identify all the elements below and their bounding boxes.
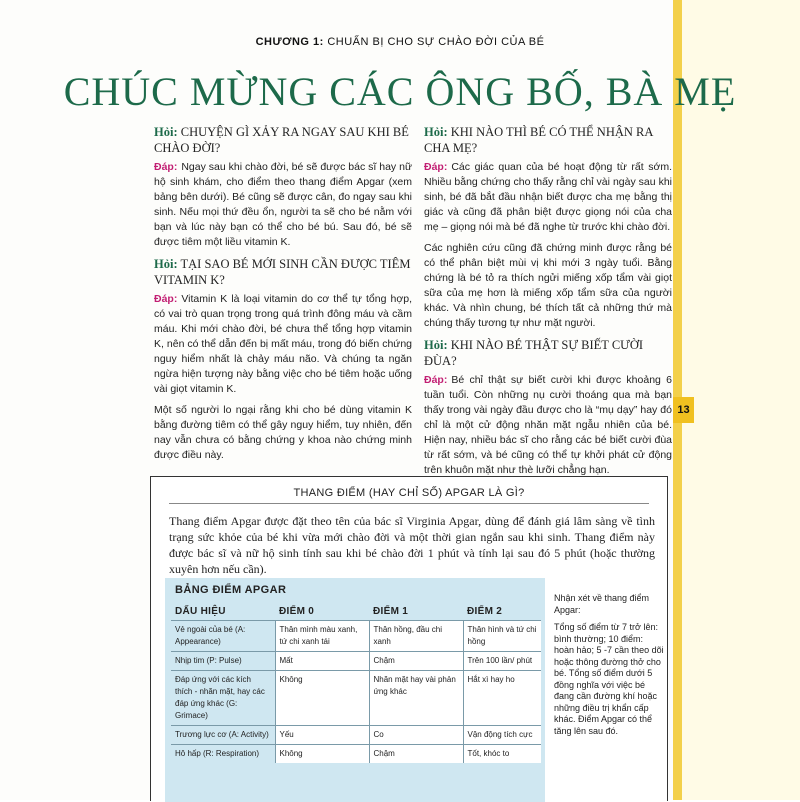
note-text: Tổng số điểm từ 7 trở lên: bình thường; 10 điểm: hoàn hảo; 5 -7 cần theo dõi hoặc thông đường thở cho bé. Tổng số điểm dưới 5 đồng nghĩa với việc bé đang cần đường khí hoặc những điều trị khẩn cấp khác. Điểm Apgar có thể tăng lên sau đó. — [554, 622, 664, 736]
chapter-prefix: CHƯƠNG 1: — [255, 36, 324, 48]
table-cell: Thân mình màu xanh, tứ chi xanh tái — [275, 621, 369, 652]
question-4 — [424, 337, 672, 369]
table-cell: Vẻ ngoài của bé (A: Appearance) — [171, 621, 275, 652]
left-column — [154, 124, 412, 469]
answer-4 — [424, 373, 672, 478]
box-intro: Thang điểm Apgar được đặt theo tên của bác sĩ Virginia Apgar, dùng để đánh giá lâm sàng về tình trạng sức khỏe của bé khi vừa mới chào đời và một thời gian ngắn sau khi sinh. Thang điểm này được bác sĩ và nữ hộ sinh tính sau khi bé chào đời 1 phút và tính lại sau đó 5 phút (hoặc thường xuyên hơn nếu cần). — [169, 514, 655, 576]
column-header: ĐIỂM 0 — [275, 604, 369, 621]
answer-label: Đáp: — [424, 161, 448, 173]
answer-label: Đáp: — [154, 293, 178, 305]
column-header: DẤU HIỆU — [171, 604, 275, 621]
apgar-table — [171, 604, 541, 763]
table-row — [171, 621, 541, 652]
question-text: KHI NÀO THÌ BÉ CÓ THỂ NHẬN RA CHA MẸ? — [424, 125, 653, 155]
answer-3 — [424, 160, 672, 235]
answer-text: Bé chỉ thật sự biết cười khi được khoảng 6 tuần tuổi. Còn những nụ cười thoáng qua mà bạn thấy trong vài ngày đầu được cho là “mụ dạy” hay đó chỉ là một cử động nhăn mặt ngẫu nhiên của bé. Hiện nay, nhiều bác sĩ cho rằng các bé biết cười đùa từ rất sớm, và bé cũng có thể tự khởi phát cử động trên khuôn mặt như thè lưỡi chẳng hạn. — [424, 374, 672, 476]
question-text: CHUYỆN GÌ XẢY RA NGAY SAU KHI BÉ CHÀO ĐỜI? — [154, 125, 409, 155]
table-row — [171, 726, 541, 745]
table-cell: Hắt xì hay ho — [463, 671, 541, 726]
answer-label: Đáp: — [424, 374, 448, 386]
table-header-row — [171, 604, 541, 621]
question-text: TẠI SAO BÉ MỚI SINH CẦN ĐƯỢC TIÊM VITAMIN K? — [154, 257, 411, 287]
answer-1 — [154, 160, 412, 250]
table-title: BẢNG ĐIỂM APGAR — [175, 584, 287, 596]
chapter-header — [0, 36, 800, 48]
page-title: CHÚC MỪNG CÁC ÔNG BỐ, BÀ MẸ — [63, 69, 737, 114]
column-header: ĐIỂM 1 — [369, 604, 463, 621]
answer-text: Ngay sau khi chào đời, bé sẽ được bác sĩ hay nữ hộ sinh khám, cho điểm theo thang điểm Apgar (xem bảng bên dưới). Bé cũng sẽ được cân, đo ngay sau khi sinh. Nếu mọi thứ đều ổn, người ta sẽ cho bé nằm với bạn và lúc này bạn có thể cho bé bú. Sau đó, bé sẽ được tiêm một liều vitamin K. — [154, 161, 412, 248]
note-title: Nhận xét về thang điểm Apgar: — [554, 593, 650, 615]
table-cell: Tốt, khóc to — [463, 745, 541, 764]
apgar-note — [554, 593, 664, 737]
table-cell: Không — [275, 745, 369, 764]
question-3 — [424, 124, 672, 156]
table-cell: Chậm — [369, 745, 463, 764]
question-label: Hỏi: — [154, 257, 178, 271]
question-2 — [154, 256, 412, 288]
table-cell: Mất — [275, 652, 369, 671]
right-column — [424, 124, 672, 484]
answer-label: Đáp: — [154, 161, 178, 173]
answer-2 — [154, 292, 412, 397]
apgar-table-panel — [165, 578, 545, 802]
question-1 — [154, 124, 412, 156]
table-cell: Đáp ứng với các kích thích - nhăn mặt, hay các đáp ứng khác (G: Grimace) — [171, 671, 275, 726]
table-row — [171, 745, 541, 764]
answer-text: Các giác quan của bé hoạt động từ rất sớm. Nhiều bằng chứng cho thấy rằng chỉ vài ngày sau khi sinh, bé đã bắt đầu nhận biết được cha mẹ bằng thị giác và cũng đã phân biệt được giọng nói của cha mẹ – giọng nói mà bé đã nghe từ trước khi chào đời. — [424, 161, 672, 233]
question-label: Hỏi: — [154, 125, 178, 139]
chapter-title: CHUẨN BỊ CHO SỰ CHÀO ĐỜI CỦA BÉ — [323, 36, 545, 48]
table-row — [171, 652, 541, 671]
question-label: Hỏi: — [424, 338, 448, 352]
table-cell: Thân hồng, đầu chi xanh — [369, 621, 463, 652]
question-text: KHI NÀO BÉ THẬT SỰ BIẾT CƯỜI ĐÙA? — [424, 338, 644, 368]
table-cell: Nhịp tim (P: Pulse) — [171, 652, 275, 671]
table-cell: Hô hấp (R: Respiration) — [171, 745, 275, 764]
apgar-info-box — [150, 476, 668, 801]
box-title: THANG ĐIỂM (HAY CHỈ SỐ) APGAR LÀ GÌ? — [151, 487, 667, 504]
table-cell: Không — [275, 671, 369, 726]
table-cell: Thân hình và tứ chi hồng — [463, 621, 541, 652]
table-cell: Nhăn mặt hay vài phản ứng khác — [369, 671, 463, 726]
page-number-tab: 13 — [673, 397, 694, 423]
table-cell: Yếu — [275, 726, 369, 745]
table-row — [171, 671, 541, 726]
answer-text: Vitamin K là loại vitamin do cơ thể tự tổng hợp, có vai trò quan trọng trong quá trình đông máu và cầm máu. Khi mới chào đời, bé chưa thể tổng hợp vitamin K, nên có thể dẫn đến bị mất máu, trong đó biến chứng nguy hiểm nhất là chảy máu não. Và chúng ta ngăn ngừa hiện tượng này bằng việc cho bé tiêm hoặc uống vài giọt vitamin K. — [154, 293, 412, 395]
table-cell: Chậm — [369, 652, 463, 671]
table-cell: Co — [369, 726, 463, 745]
table-cell: Trên 100 lần/ phút — [463, 652, 541, 671]
paragraph: Một số người lo ngại rằng khi cho bé dùng vitamin K bằng đường tiêm có thể gây nguy hiểm, tuy nhiên, đến nay vẫn chưa có bằng chứng y khoa nào chứng minh được điều này. — [154, 404, 412, 461]
column-header: ĐIỂM 2 — [463, 604, 541, 621]
paragraph: Các nghiên cứu cũng đã chứng minh được rằng bé có thể phân biệt mùi vị khi mới 3 ngày tuổi. Bằng chứng là bé tỏ ra thích ngửi miếng xốp tẩm vài giọt sữa của mẹ hơn là miếng xốp tẩm sữa của người khác. Và nhìn chung, bé thích tất cả những thứ mà chúng thấy tương tự như mặt người. — [424, 242, 672, 329]
question-label: Hỏi: — [424, 125, 448, 139]
table-cell: Trương lực cơ (A: Activity) — [171, 726, 275, 745]
table-cell: Vận động tích cực — [463, 726, 541, 745]
